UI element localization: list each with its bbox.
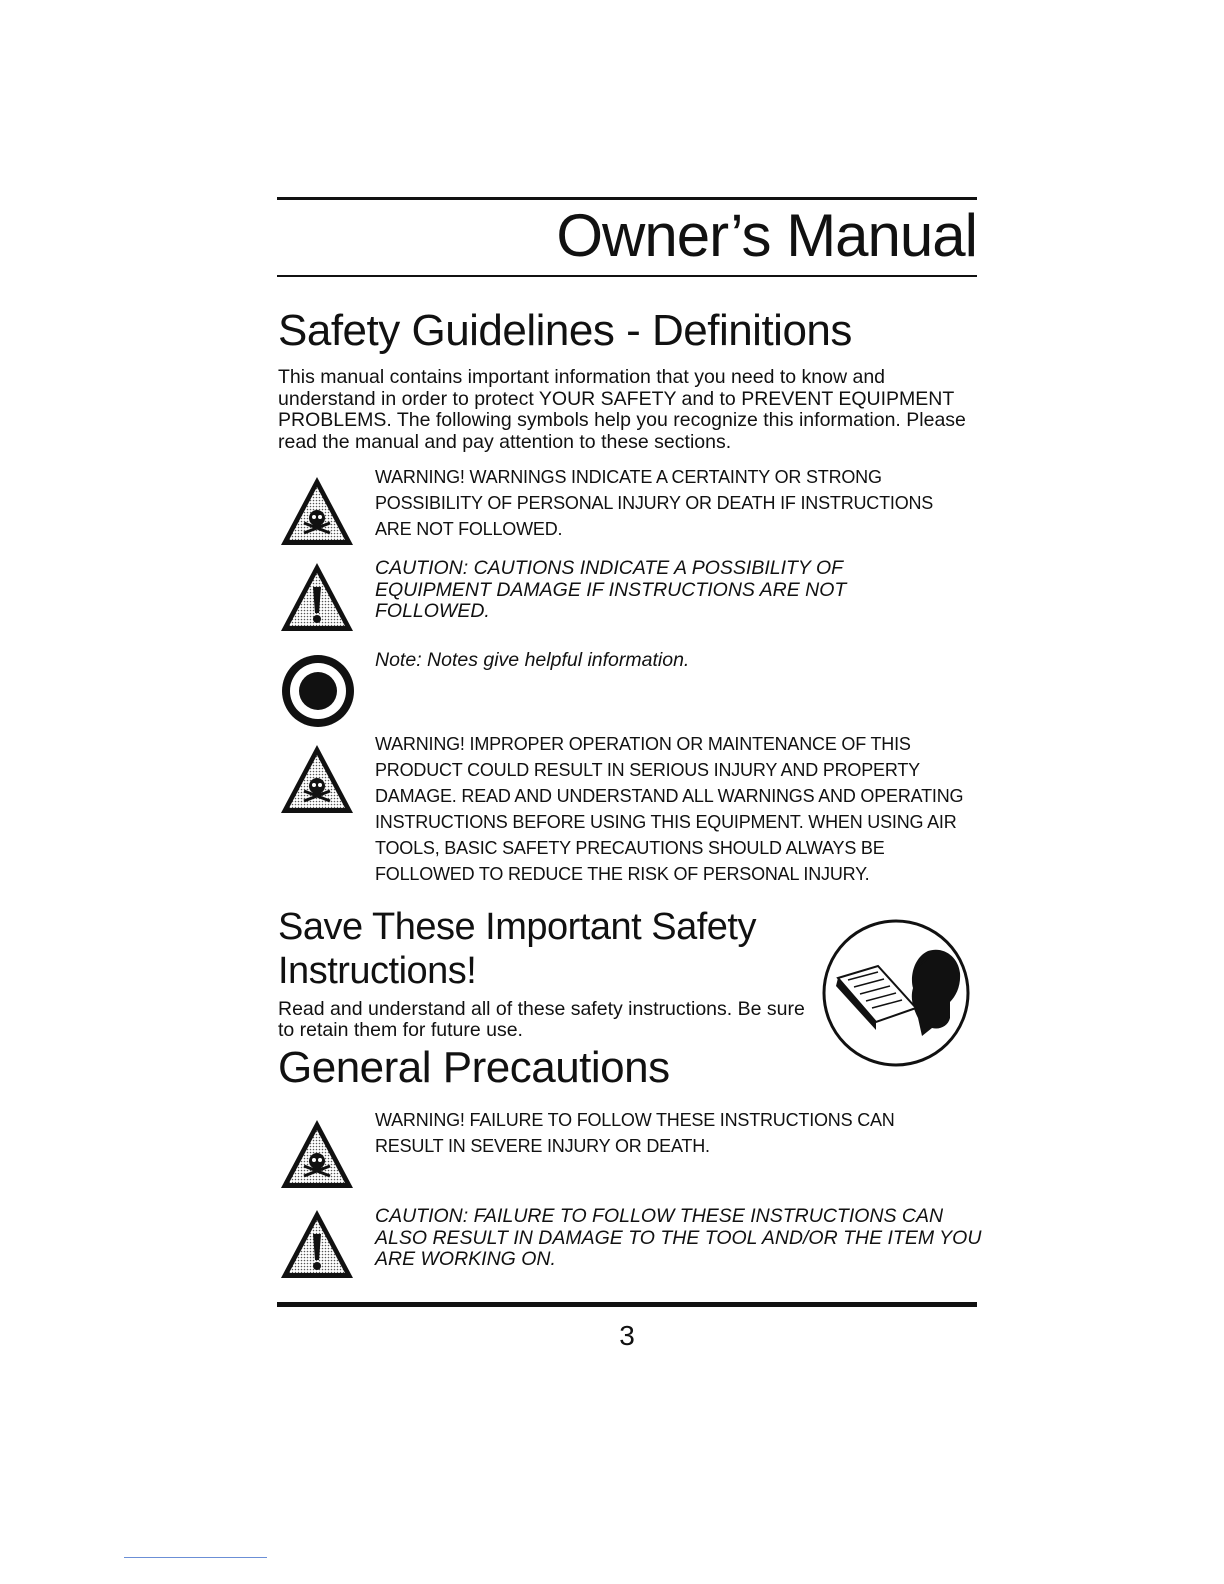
exclamation-caution-triangle-icon	[279, 561, 355, 633]
skull-warning-triangle-icon	[279, 1118, 355, 1190]
skull-warning-triangle-icon	[279, 475, 355, 547]
caution-definition-text: CAUTION: CAUTIONS INDICATE A POSSIBILITY OF EQUIPMENT DAMAGE IF INSTRUCTIONS ARE NOT FOLLOWED.	[375, 557, 847, 622]
general-warning-text: WARNING! FAILURE TO FOLLOW THESE INSTRUCTIONS CAN RESULT IN SEVERE INJURY OR DEATH.	[375, 1110, 895, 1156]
header-bottom-rule	[277, 275, 977, 277]
section-heading-safety-guidelines: Safety Guidelines - Definitions	[278, 306, 852, 355]
exclamation-caution-triangle-icon	[279, 1208, 355, 1280]
footer-rule	[277, 1302, 977, 1307]
save-instructions-paragraph: Read and understand all of these safety instructions. Be sure to retain them for future use.	[278, 998, 805, 1041]
page-title: Owner’s Manual	[556, 202, 977, 269]
skull-warning-triangle-icon	[279, 743, 355, 815]
intro-paragraph: This manual contains important information that you need to know and understand in order to protect YOUR SAFETY and to PREVENT EQUIPMENT PROBLEMS. The following symbols help you recognize this information. Please read the manual and pay attention to these sections.	[278, 366, 966, 453]
warning-definition-text: WARNING! WARNINGS INDICATE A CERTAINTY OR STRONG POSSIBILITY OF PERSONAL INJURY OR DEATH IF INSTRUCTIONS ARE NOT FOLLOWED.	[375, 467, 934, 539]
section-heading-save-instructions: Save These Important Safety Instructions!	[278, 906, 756, 992]
note-definition-text: Note: Notes give helpful information.	[375, 649, 690, 671]
section-heading-general-precautions: General Precautions	[278, 1043, 670, 1092]
footer-divider	[124, 1557, 267, 1558]
improper-operation-warning-text: WARNING! IMPROPER OPERATION OR MAINTENANCE OF THIS PRODUCT COULD RESULT IN SERIOUS INJURY AND PROPERTY DAMAGE. READ AND UNDERSTAND ALL WARNINGS AND OPERATING INSTRUCTIONS BEFORE USING THIS EQUIPMENT. WHEN USING AIR TOOLS, BASIC SAFETY PRECAUTIONS SHOULD ALWAYS BE FOLLOWED TO REDUCE THE RISK OF PERSONAL INJURY.	[375, 734, 964, 884]
general-caution-text: CAUTION: FAILURE TO FOLLOW THESE INSTRUCTIONS CAN ALSO RESULT IN DAMAGE TO THE TOOL AND/OR THE ITEM YOU ARE WORKING ON.	[375, 1205, 982, 1270]
read-manual-icon	[818, 918, 974, 1068]
page-number: 3	[619, 1320, 635, 1351]
bullseye-note-icon	[280, 653, 356, 729]
